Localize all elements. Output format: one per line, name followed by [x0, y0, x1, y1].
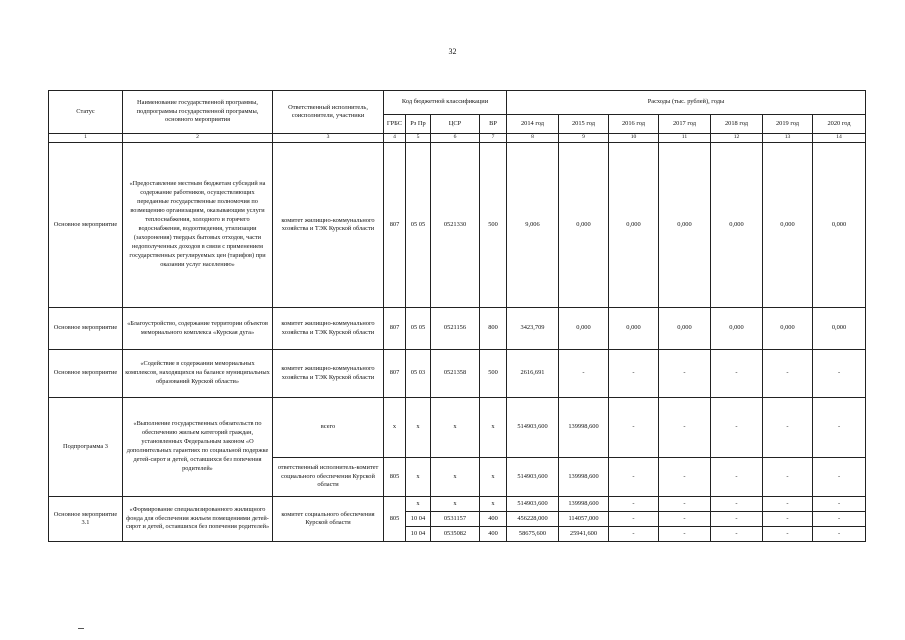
executor-cell: комитет социального обеспечения Курской области — [273, 497, 384, 542]
name-cell: «Формирование специализированного жилищного фонда для обеспечения жильем помещениями детей-сирот и детей, оставшихся без попечения родителей» — [123, 497, 273, 542]
vr-cell: x — [480, 497, 507, 512]
value-cell: - — [609, 512, 659, 527]
value-cell: 139998,600 — [559, 458, 609, 497]
header-year: 2019 год — [763, 115, 813, 134]
value-cell: - — [659, 458, 711, 497]
header-code-group: Код бюджетной классификации — [384, 91, 507, 115]
vr-cell: x — [480, 398, 507, 458]
grbs-cell: 805 — [384, 497, 406, 542]
value-cell: - — [711, 497, 763, 512]
grbs-cell: x — [384, 398, 406, 458]
budget-table — [48, 90, 866, 542]
value-cell: 0,000 — [609, 143, 659, 308]
value-cell: - — [609, 497, 659, 512]
header-year: 2015 год — [559, 115, 609, 134]
value-cell: 0,000 — [711, 143, 763, 308]
value-cell: - — [711, 398, 763, 458]
value-cell: - — [763, 350, 813, 398]
grbs-cell: 807 — [384, 350, 406, 398]
status-cell: Основное мероприятие 3.1 — [49, 497, 123, 542]
page-number: 32 — [448, 47, 457, 56]
header-code-csr: ЦСР — [431, 115, 480, 134]
csr-cell: x — [431, 497, 480, 512]
vr-cell: 500 — [480, 143, 507, 308]
value-cell: 0,000 — [711, 308, 763, 350]
csr-cell: 0535082 — [431, 527, 480, 542]
grbs-cell: 807 — [384, 308, 406, 350]
column-index: 7 — [480, 134, 507, 143]
value-cell: - — [711, 458, 763, 497]
value-cell: - — [659, 350, 711, 398]
value-cell: - — [659, 497, 711, 512]
value-cell: - — [813, 458, 866, 497]
header-executor: Ответственный исполнитель, соисполнители, участники — [273, 91, 384, 134]
header-year: 2017 год — [659, 115, 711, 134]
header-year: 2016 год — [609, 115, 659, 134]
executor-cell: всего — [273, 398, 384, 458]
value-cell: 0,000 — [609, 308, 659, 350]
value-cell: 514903,600 — [507, 497, 559, 512]
header-code-rzpr: Рз Пр — [406, 115, 431, 134]
value-cell: 514903,600 — [507, 458, 559, 497]
value-cell: 25941,600 — [559, 527, 609, 542]
table-row — [49, 350, 866, 398]
value-cell: 0,000 — [659, 308, 711, 350]
value-cell: 0,000 — [559, 308, 609, 350]
value-cell: - — [659, 398, 711, 458]
executor-cell: комитет жилищно-коммунального хозяйства и ТЭК Курской области — [273, 308, 384, 350]
value-cell: - — [609, 527, 659, 542]
value-cell: - — [763, 458, 813, 497]
header-code-grbs: ГРБС — [384, 115, 406, 134]
name-cell: «Содействие в содержании мемориальных комплексов, находящихся на балансе муниципальных образований Курской области» — [123, 350, 273, 398]
value-cell: - — [763, 398, 813, 458]
header-status: Статус — [49, 91, 123, 134]
column-index-row — [49, 134, 866, 143]
grbs-cell: 805 — [384, 458, 406, 497]
value-cell: - — [609, 350, 659, 398]
column-index: 10 — [609, 134, 659, 143]
vr-cell: x — [480, 458, 507, 497]
rzpr-cell: 05 05 — [406, 308, 431, 350]
rzpr-cell: 05 03 — [406, 350, 431, 398]
value-cell: 139998,600 — [559, 497, 609, 512]
csr-cell: 0531157 — [431, 512, 480, 527]
value-cell: 114057,000 — [559, 512, 609, 527]
csr-cell: x — [431, 398, 480, 458]
csr-cell: x — [431, 458, 480, 497]
rzpr-cell: 10 04 — [406, 512, 431, 527]
value-cell: 2616,691 — [507, 350, 559, 398]
vr-cell: 400 — [480, 527, 507, 542]
column-index: 1 — [49, 134, 123, 143]
value-cell: - — [813, 497, 866, 512]
value-cell: - — [609, 398, 659, 458]
csr-cell: 0521330 — [431, 143, 480, 308]
value-cell: - — [711, 512, 763, 527]
status-cell: Подпрограмма 3 — [49, 398, 123, 497]
value-cell: - — [813, 350, 866, 398]
name-cell: «Предоставление местным бюджетам субсидий на содержание работников, осуществляющих переданные государственные полномочия по возмещению организациям, оказывающим услуги теплоснабжения, холодного и горячего водоснабжения, водоотведения, утилизации (захоронения) твердых бытовых отходов, части недополученных доходов в связи с применением государственных регулируемых цен (тарифов) при оказании услуг населению» — [123, 143, 273, 308]
value-cell: - — [763, 497, 813, 512]
header-year: 2018 год — [711, 115, 763, 134]
column-index: 9 — [559, 134, 609, 143]
status-cell: Основное мероприятие — [49, 143, 123, 308]
rzpr-cell: x — [406, 497, 431, 512]
value-cell: 0,000 — [813, 308, 866, 350]
value-cell: 456228,000 — [507, 512, 559, 527]
executor-cell: комитет жилищно-коммунального хозяйства и ТЭК Курской области — [273, 143, 384, 308]
value-cell: 0,000 — [763, 308, 813, 350]
vr-cell: 800 — [480, 308, 507, 350]
header-row — [49, 91, 866, 115]
column-index: 3 — [273, 134, 384, 143]
rzpr-cell: x — [406, 458, 431, 497]
table-row — [49, 497, 866, 512]
column-index: 12 — [711, 134, 763, 143]
header-code-vr: ВР — [480, 115, 507, 134]
value-cell: - — [813, 398, 866, 458]
value-cell: - — [813, 527, 866, 542]
header-name: Наименование государственной программы, подпрограммы государственной программы, основного мероприятия — [123, 91, 273, 134]
csr-cell: 0521358 — [431, 350, 480, 398]
column-index: 8 — [507, 134, 559, 143]
value-cell: 58675,600 — [507, 527, 559, 542]
status-cell: Основное мероприятие — [49, 308, 123, 350]
header-year: 2020 год — [813, 115, 866, 134]
value-cell: 0,000 — [813, 143, 866, 308]
value-cell: - — [813, 512, 866, 527]
vr-cell: 500 — [480, 350, 507, 398]
value-cell: - — [711, 527, 763, 542]
value-cell: - — [763, 512, 813, 527]
value-cell: 0,000 — [659, 143, 711, 308]
csr-cell: 0521156 — [431, 308, 480, 350]
column-index: 11 — [659, 134, 711, 143]
header-expenses-group: Расходы (тыс. рублей), годы — [507, 91, 866, 115]
rzpr-cell: x — [406, 398, 431, 458]
executor-cell: комитет жилищно-коммунального хозяйства и ТЭК Курской области — [273, 350, 384, 398]
value-cell: - — [659, 512, 711, 527]
column-index: 13 — [763, 134, 813, 143]
value-cell: - — [609, 458, 659, 497]
grbs-cell: 807 — [384, 143, 406, 308]
rzpr-cell: 10 04 — [406, 527, 431, 542]
value-cell: 3423,709 — [507, 308, 559, 350]
value-cell: - — [763, 527, 813, 542]
column-index: 6 — [431, 134, 480, 143]
column-index: 4 — [384, 134, 406, 143]
column-index: 5 — [406, 134, 431, 143]
value-cell: 9,006 — [507, 143, 559, 308]
table-row — [49, 308, 866, 350]
value-cell: 139998,600 — [559, 398, 609, 458]
value-cell: 0,000 — [559, 143, 609, 308]
value-cell: 514903,600 — [507, 398, 559, 458]
value-cell: - — [659, 527, 711, 542]
value-cell: - — [711, 350, 763, 398]
table-row — [49, 143, 866, 308]
table-row — [49, 398, 866, 458]
status-cell: Основное мероприятие — [49, 350, 123, 398]
column-index: 2 — [123, 134, 273, 143]
rzpr-cell: 05 05 — [406, 143, 431, 308]
executor-cell: ответственный исполнитель-комитет социального обеспечения Курской области — [273, 458, 384, 497]
name-cell: «Благоустройство, содержание территории объектов мемориального комплекса «Курская дуга» — [123, 308, 273, 350]
vr-cell: 400 — [480, 512, 507, 527]
value-cell: 0,000 — [763, 143, 813, 308]
header-year: 2014 год — [507, 115, 559, 134]
name-cell: «Выполнение государственных обязательств по обеспечению жильем категорий граждан, установленных Федеральным законом «О дополнительных гарантиях по социальной подержке детей-сирот и детей, оставшихся без попечения родителей» — [123, 398, 273, 497]
scan-mark — [78, 628, 84, 629]
value-cell: - — [559, 350, 609, 398]
column-index: 14 — [813, 134, 866, 143]
